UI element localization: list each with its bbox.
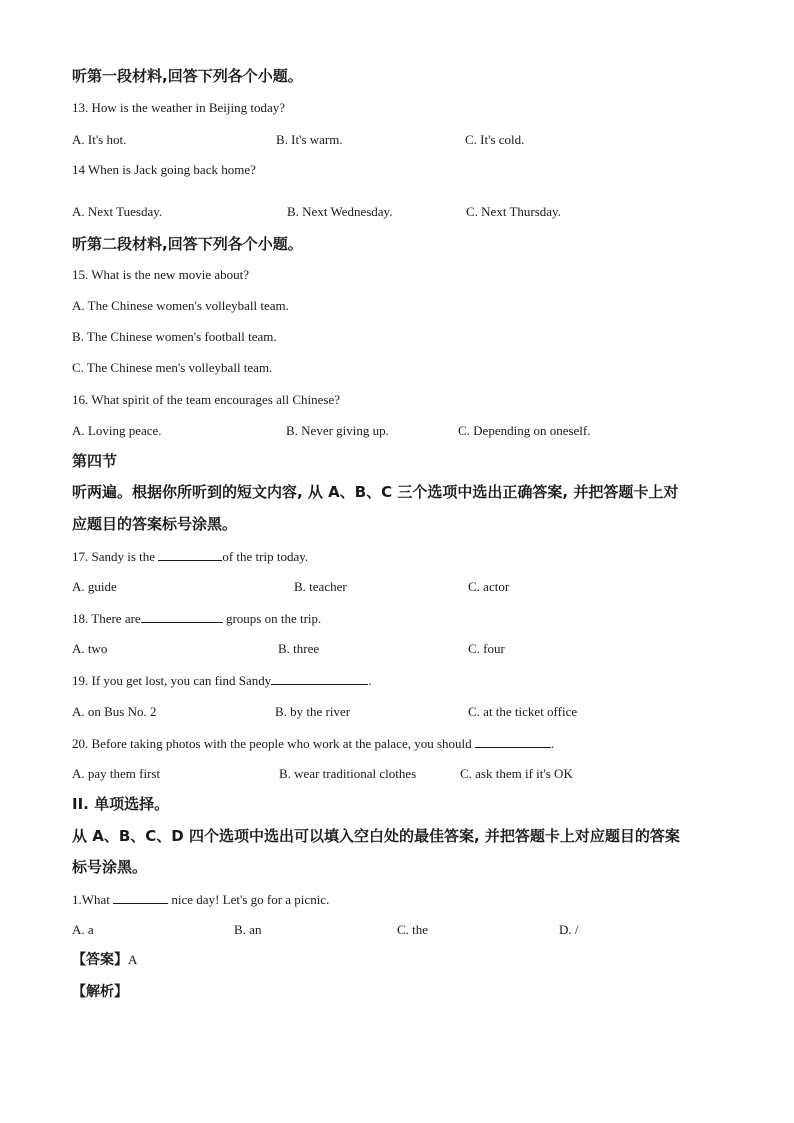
q20-blank bbox=[475, 735, 551, 748]
q18-option-a: A. two bbox=[72, 641, 108, 656]
q16-option-b: B. Never giving up. bbox=[286, 423, 389, 438]
q19-text-after: . bbox=[368, 673, 372, 688]
q17-option-b: B. teacher bbox=[294, 579, 347, 594]
q20-option-b: B. wear traditional clothes bbox=[279, 766, 417, 781]
answer-line bbox=[72, 952, 137, 968]
q16-option-c: C. Depending on oneself. bbox=[458, 423, 591, 438]
q14-option-b: B. Next Wednesday. bbox=[287, 204, 393, 219]
q17-blank bbox=[158, 548, 222, 561]
part-2-instructions-line-1: 从 A、B、C、D 四个选项中选出可以填入空白处的最佳答案, 并把答题卡上对应题目的答案 bbox=[72, 827, 680, 845]
q19-text-before: 19. If you get lost, you can find Sandy bbox=[72, 673, 272, 688]
q1-option-c: C. the bbox=[397, 922, 429, 937]
question-18 bbox=[72, 610, 321, 627]
part-4-instructions-line-1: 听两遍。根据你所听到的短文内容, 从 A、B、C 三个选项中选出正确答案, 并把答题卡上对 bbox=[72, 483, 679, 501]
q15-option-a: A. The Chinese women's volleyball team. bbox=[72, 298, 289, 313]
q13-option-c: C. It's cold. bbox=[465, 132, 525, 147]
q18-text-before: 18. There are bbox=[72, 611, 141, 626]
q19-option-b: B. by the river bbox=[275, 704, 351, 719]
question-1 bbox=[72, 891, 329, 908]
q17-option-c: C. actor bbox=[468, 579, 510, 594]
q19-blank bbox=[271, 672, 368, 685]
q19-option-c: C. at the ticket office bbox=[468, 704, 578, 719]
part-4-title: 第四节 bbox=[72, 452, 118, 470]
q20-option-c: C. ask them if it's OK bbox=[460, 766, 573, 781]
q17-text-before: 17. Sandy is the bbox=[72, 549, 159, 564]
answer-value: A bbox=[128, 952, 138, 967]
question-20 bbox=[72, 735, 554, 752]
q18-option-b: B. three bbox=[278, 641, 320, 656]
question-19 bbox=[72, 672, 372, 689]
q1-option-d: D. / bbox=[559, 922, 579, 937]
section-2-header: 听第二段材料,回答下列各个小题。 bbox=[72, 235, 303, 253]
q17-option-a: A. guide bbox=[72, 579, 117, 594]
q1-option-a: A. a bbox=[72, 922, 94, 937]
q18-option-c: C. four bbox=[468, 641, 505, 656]
q15-option-b: B. The Chinese women's football team. bbox=[72, 329, 277, 344]
section-1-header: 听第一段材料,回答下列各个小题。 bbox=[72, 67, 303, 85]
q1-text-after: nice day! Let's go for a picnic. bbox=[168, 892, 330, 907]
part-2-instructions-line-2: 标号涂黑。 bbox=[72, 858, 148, 876]
q20-text-after: . bbox=[550, 736, 555, 751]
q20-text-before: 20. Before taking photos with the people who work at the palace, you should bbox=[72, 736, 475, 751]
question-17 bbox=[72, 548, 308, 565]
question-16: 16. What spirit of the team encourages all Chinese? bbox=[72, 392, 340, 407]
q18-blank bbox=[141, 610, 223, 623]
question-15: 15. What is the new movie about? bbox=[72, 267, 250, 282]
q13-option-b: B. It's warm. bbox=[276, 132, 343, 147]
analysis-line bbox=[72, 984, 128, 1000]
q13-option-a: A. It's hot. bbox=[72, 132, 127, 147]
q19-option-a: A. on Bus No. 2 bbox=[72, 704, 157, 719]
part-2-title: II. 单项选择。 bbox=[72, 795, 170, 813]
answer-label: 【答案】 bbox=[72, 952, 128, 968]
question-13: 13. How is the weather in Beijing today? bbox=[72, 100, 286, 115]
q16-option-a: A. Loving peace. bbox=[72, 423, 162, 438]
q1-option-b: B. an bbox=[234, 922, 262, 937]
analysis-label: 【解析】 bbox=[72, 984, 128, 1000]
q14-option-a: A. Next Tuesday. bbox=[72, 204, 163, 219]
question-14: 14 When is Jack going back home? bbox=[72, 162, 256, 177]
part-4-instructions-line-2: 应题目的答案标号涂黑。 bbox=[72, 515, 238, 533]
q1-text-before: 1.What bbox=[72, 892, 114, 907]
q17-text-after: of the trip today. bbox=[222, 549, 309, 564]
q1-blank bbox=[113, 891, 168, 904]
q18-text-after: groups on the trip. bbox=[222, 611, 322, 626]
q14-option-c: C. Next Thursday. bbox=[466, 204, 561, 219]
q20-option-a: A. pay them first bbox=[72, 766, 161, 781]
q15-option-c: C. The Chinese men's volleyball team. bbox=[72, 360, 273, 375]
